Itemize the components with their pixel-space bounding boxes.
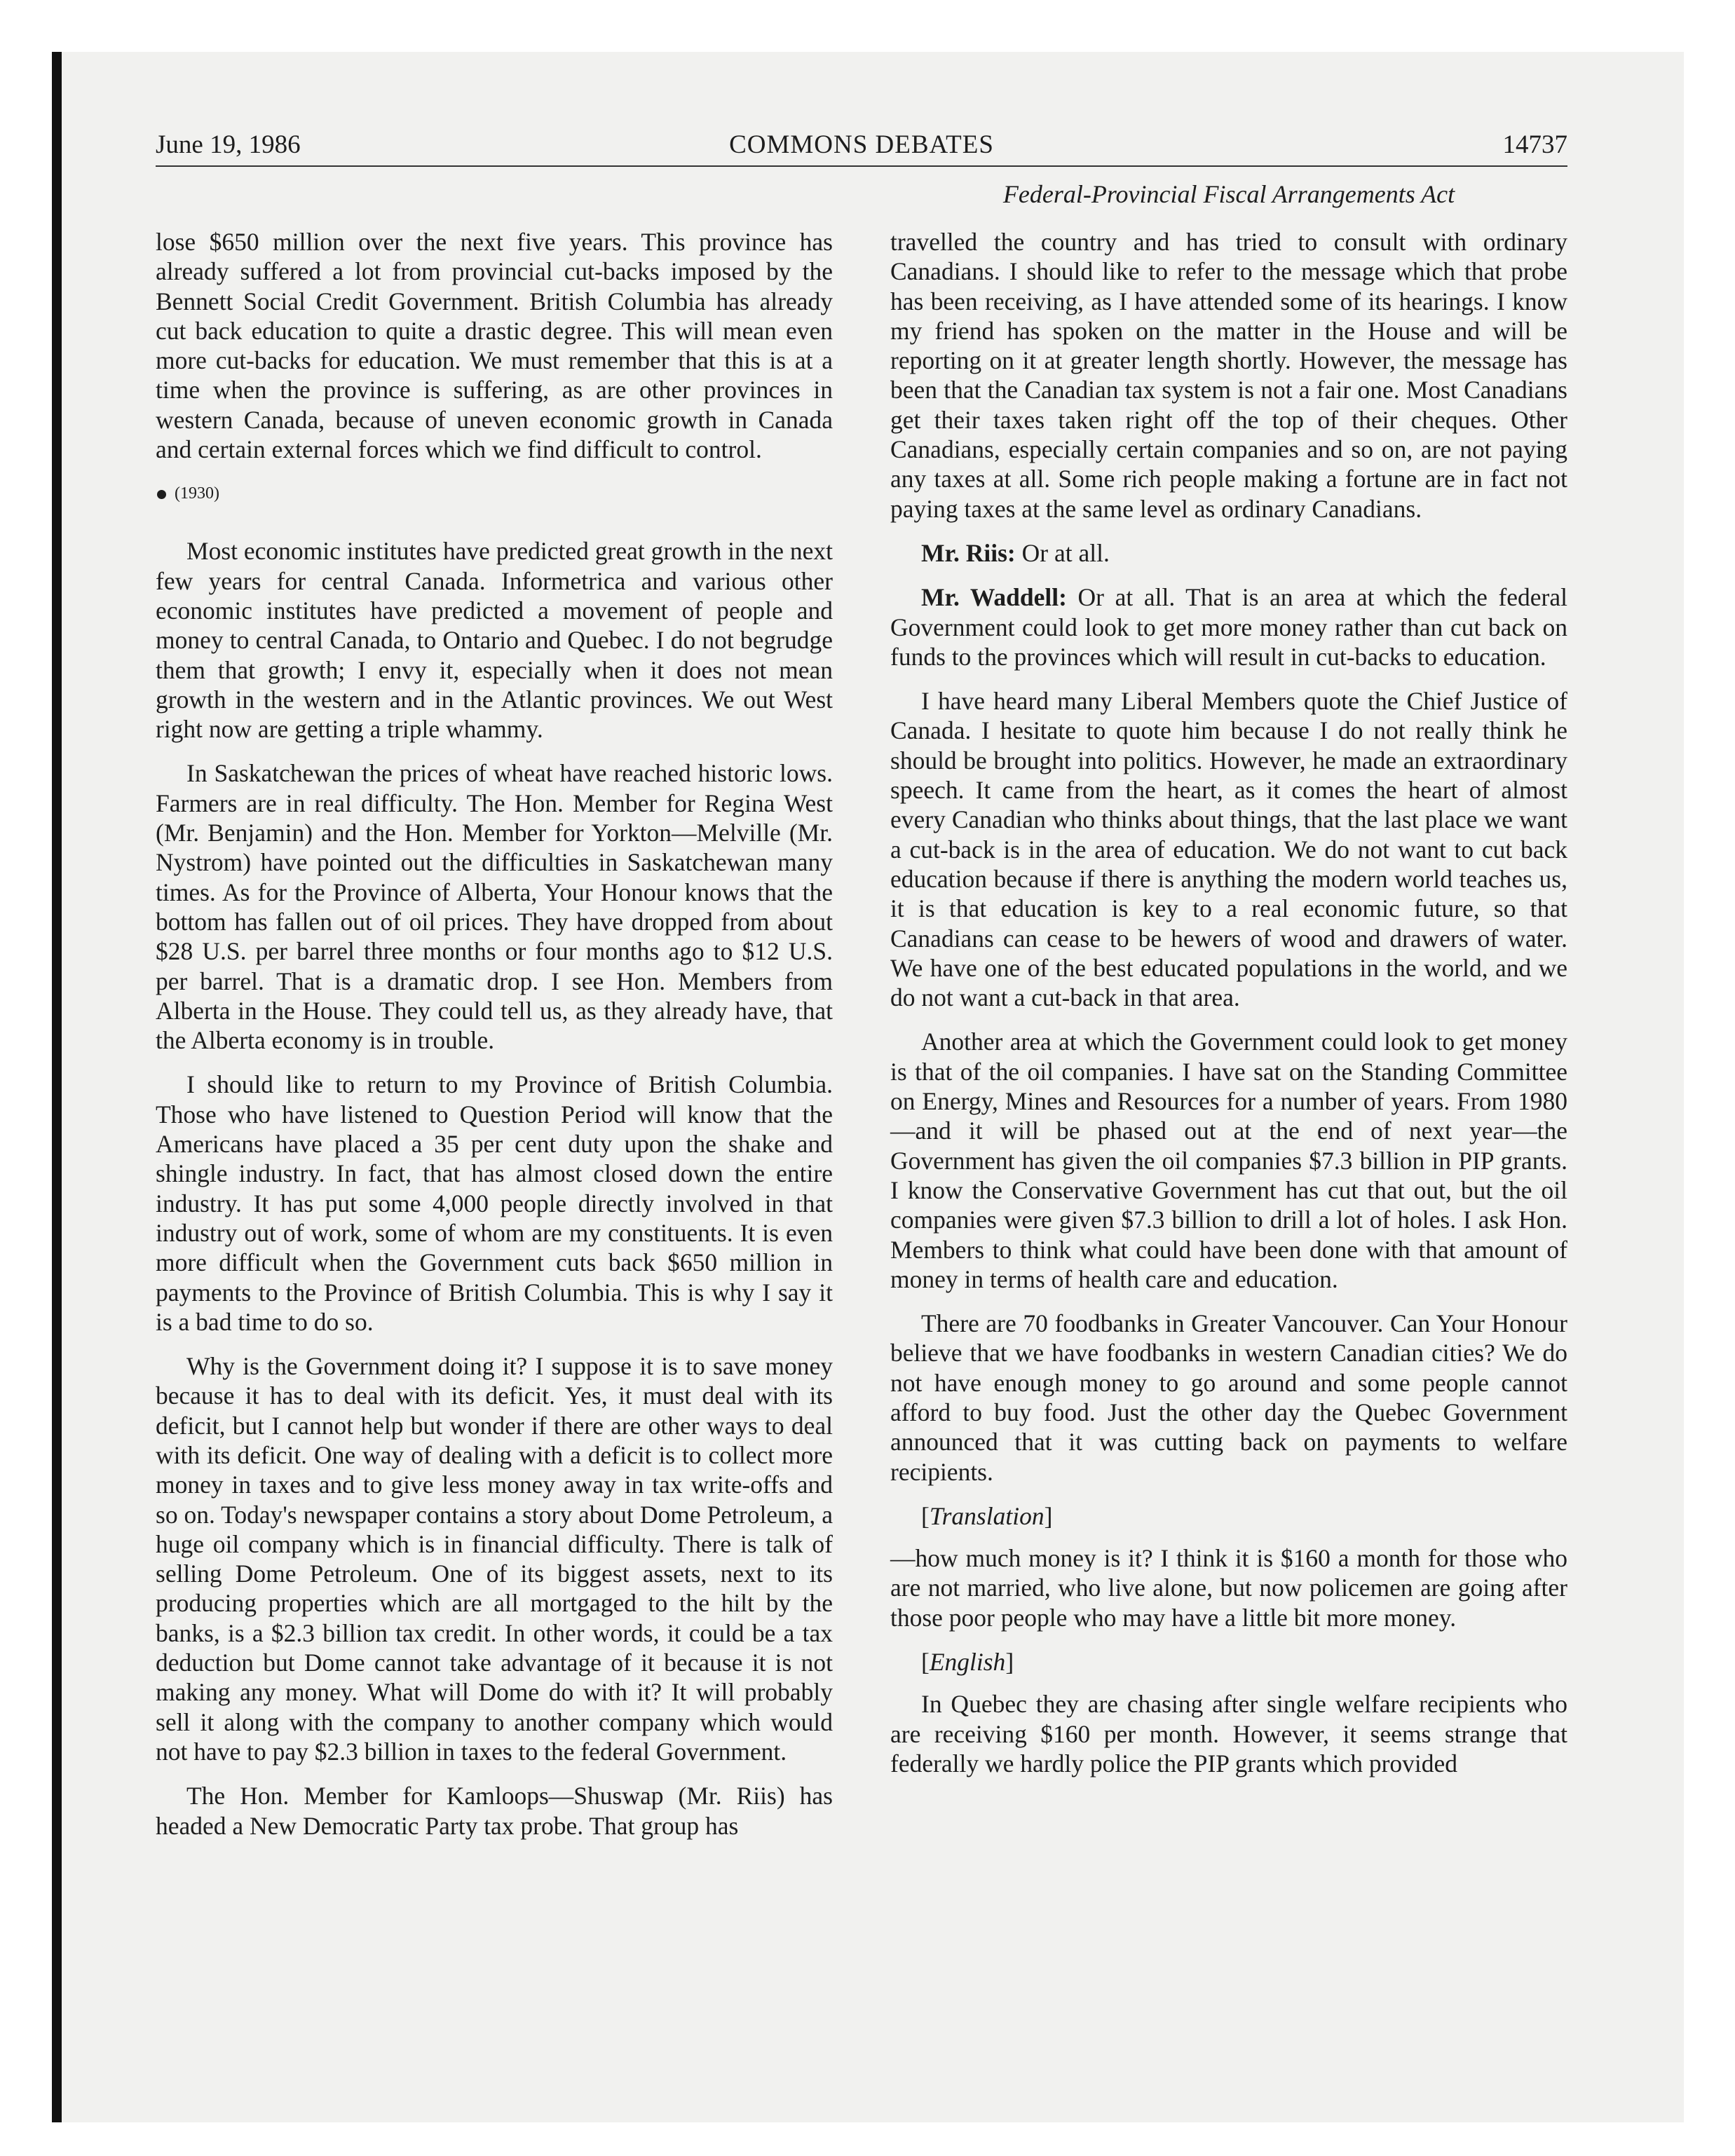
header-rule <box>156 165 1567 167</box>
paragraph: Most economic institutes have predicted great growth in the next few years for central Canada. Informetrica and various other economic institutes have predicted a movement of people and money to central Canada, to Ontario and Quebec. I do not begrudge them that growth; I envy it, especially when it does not mean growth in the western and in the Atlantic provinces. We out West right now are getting a triple whammy. <box>156 537 833 744</box>
speaker-name: Mr. Waddell: <box>921 583 1067 612</box>
paragraph: lose $650 million over the next five years. This province has already suffered a lot from provincial cut-backs imposed by the Bennett Social Credit Government. British Columbia has already cut back education to quite a drastic degree. This will mean even more cut-backs for education. We must remember that this is at a time when the province is suffering, as are other provinces in western Canada, because of uneven economic growth in Canada and certain external forces which we find difficult to control. <box>156 228 833 464</box>
english-label: [English] <box>921 1648 1014 1677</box>
translation-label-text: Translation <box>929 1501 1045 1530</box>
speech-text: Or at all. That is an area at which the federal Government could look to get more money rather than cut back on funds to the provinces which will result in cut-backs to education. <box>890 583 1567 671</box>
paragraph: There are 70 foodbanks in Greater Vancouver. Can Your Honour believe that we have foodbanks in western Canadian cities? We do not have enough money to go around and some people cannot afford to buy food. Just the other day the Quebec Government announced that it was cutting back on payments to welfare recipients. <box>890 1309 1567 1486</box>
paragraph: —how much money is it? I think it is $160 a month for those who are not married, who live alone, but now policemen are going after those poor people who may have a little bit more money. <box>890 1544 1567 1632</box>
paragraph: Why is the Government doing it? I suppose it is to save money because it has to deal with its deficit. Yes, it must deal with its deficit, but I cannot help but wonder if there are other ways to deal with its deficit. One way of dealing with a deficit is to collect more money in taxes and to give less money away in tax write-offs and so on. Today's newspaper contains a story about Dome Petroleum, a huge oil company which is in financial difficulty. There is talk of selling Dome Petroleum. One of its biggest assets, next to its producing properties which are all mortgaged to the hilt by the banks, is a $2.3 billion tax credit. In other words, it could be a tax deduction but Dome cannot take advantage of it because it is not making any money. What will Dome do with it? It will probably sell it along with the company to another company which would not have to pay $2.3 billion in taxes to the federal Government. <box>156 1352 833 1766</box>
english-label-text: English <box>929 1648 1006 1677</box>
speaker-name: Mr. Riis: <box>921 538 1016 567</box>
time-marker-text: (1930) <box>175 484 219 503</box>
paragraph: I have heard many Liberal Members quote the Chief Justice of Canada. I hesitate to quote him because I do not really think he should be brought into politics. However, he made an extraordinary speech. It came from the heart, as it comes the heart of almost every Canadian who thinks about things, that the last place we want a cut-back is in the area of education. We do not want to cut back education because if there is anything the modern world teaches us, it is that education is key to a real economic future, so that Canadians can cease to be hewers of wood and drawers of water. We have one of the best educated populations in the world, and we do not want a cut-back in that area. <box>890 687 1567 1012</box>
scan-edge-shadow <box>52 52 62 2122</box>
header-title: COMMONS DEBATES <box>729 130 994 159</box>
speech-text: Or at all. <box>1021 538 1110 567</box>
speech-riis <box>890 538 1567 568</box>
speech-waddell <box>890 582 1567 671</box>
paragraph: In Quebec they are chasing after single welfare recipients who are receiving $160 per month. However, it seems strange that federally we hardly police the PIP grants which provided <box>890 1690 1567 1778</box>
time-marker <box>156 479 833 508</box>
right-column <box>890 227 1567 1793</box>
page-header <box>156 128 1567 163</box>
bullet-icon <box>157 490 166 499</box>
paragraph: The Hon. Member for Kamloops—Shuswap (Mr. Riis) has headed a New Democratic Party tax probe. That group has <box>156 1782 833 1840</box>
paragraph: travelled the country and has tried to consult with ordinary Canadians. I should like to refer to the message which that probe has been receiving, as I have attended some of its hearings. I know my friend has spoken on the matter in the House and will be reporting on it at greater length shortly. However, the message has been that the Canadian tax system is not a fair one. Most Canadians get their taxes taken right off the top of their cheques. Other Canadians, especially certain companies and so on, are not paying any taxes at all. Some rich people making a fortune are in fact not paying taxes at the same level as ordinary Canadians. <box>890 228 1567 523</box>
paragraph: In Saskatchewan the prices of wheat have reached historic lows. Farmers are in real difficulty. The Hon. Member for Regina West (Mr. Benjamin) and the Hon. Member for Yorkton—Melville (Mr. Nystrom) have pointed out the difficulties in Saskatchewan many times. As for the Province of Alberta, Your Honour knows that the bottom has fallen out of oil prices. They have dropped from about $28 U.S. per barrel three months or four months ago to $12 U.S. per barrel. That is a dramatic drop. I see Hon. Members from Alberta in the House. They could tell us, as they already have, that the Alberta economy is in trouble. <box>156 759 833 1055</box>
translation-label: [Translation] <box>921 1501 1053 1530</box>
paragraph: I should like to return to my Province of British Columbia. Those who have listened to Question Period will know that the Americans have placed a 35 per cent duty upon the shake and shingle industry. In fact, that has almost closed down the entire industry. It has put some 4,000 people directly involved in that industry out of work, some of whom are my constituents. It is even more difficult when the Government cuts back $650 million in payments to the Province of British Columbia. This is why I say it is a bad time to do so. <box>156 1070 833 1336</box>
running-title: Federal-Provincial Fiscal Arrangements Act <box>1002 180 1455 208</box>
left-column <box>156 227 833 1855</box>
header-date: June 19, 1986 <box>156 130 301 159</box>
paragraph: Another area at which the Government could look to get money is that of the oil companies. I have sat on the Standing Committee on Energy, Mines and Resources for a number of years. From 1980—and it will be phased out at the end of next year—the Government has given the oil companies $7.3 billion in PIP grants. I know the Conservative Government has cut that out, but the oil companies were given $7.3 billion to drill a lot of holes. I ask Hon. Members to think what could have been done with that amount of money in terms of health care and education. <box>890 1028 1567 1293</box>
page-number: 14737 <box>1502 130 1567 159</box>
